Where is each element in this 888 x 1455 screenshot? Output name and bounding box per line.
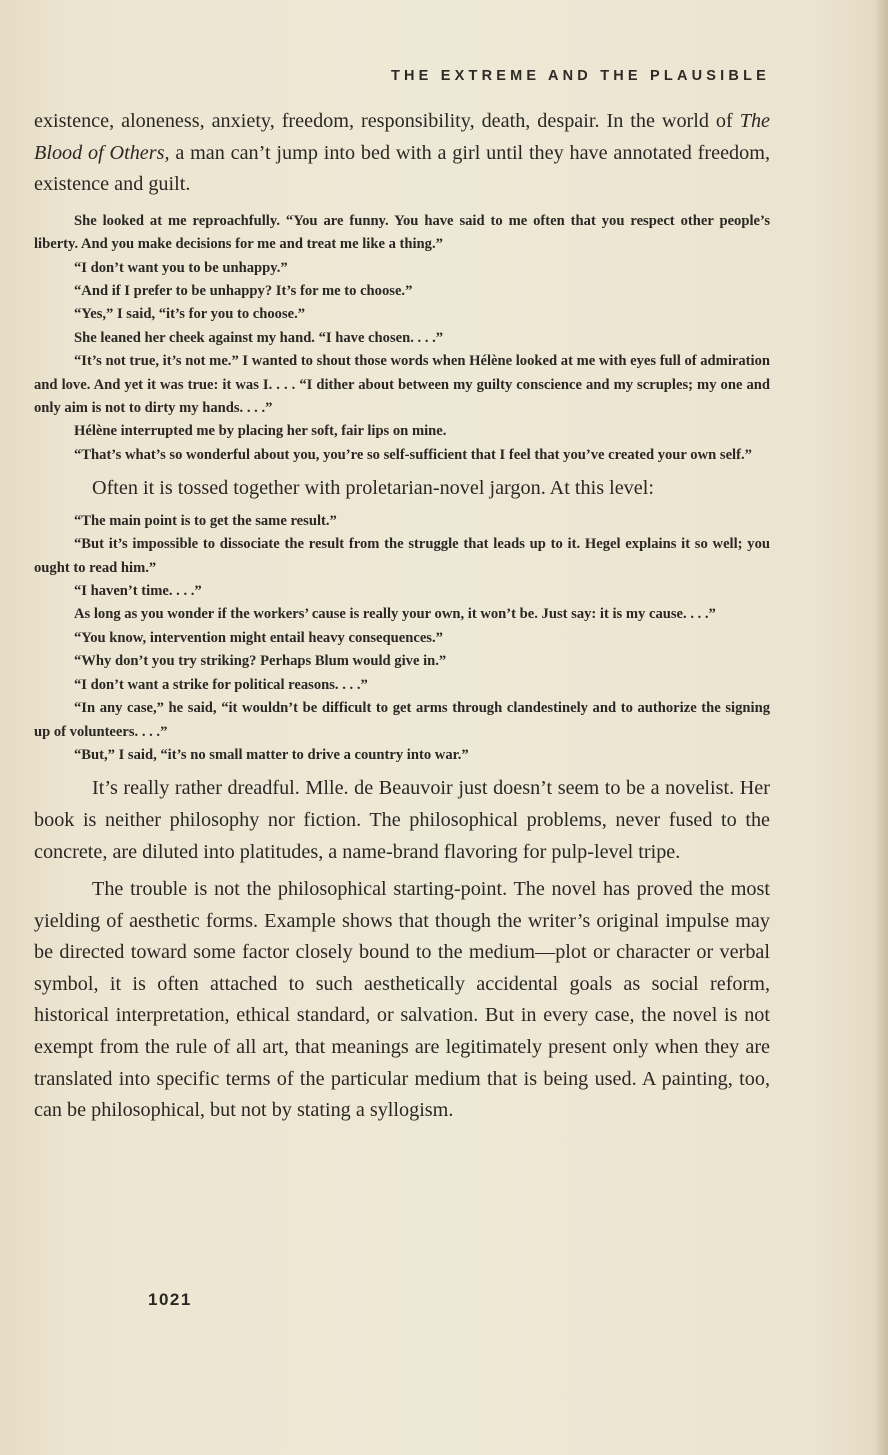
- quote-line: “Why don’t you try striking? Perhaps Blum would give in.”: [74, 653, 447, 670]
- quote-line: “That’s what’s so wonderful about you, you’re so self-sufficient that I feel that you’ve created your own self.”: [74, 446, 752, 463]
- quote-line: As long as you wonder if the workers’ cause is really your own, it won’t be. Just say: it is my cause. . . .”: [74, 606, 716, 623]
- block-quote-1: [34, 210, 770, 467]
- block-quote-2: [34, 510, 770, 767]
- paragraph-dreadful: It’s really rather dreadful. Mlle. de Beauvoir just doesn’t seem to be a novelist. Her book is neither philosophy nor fiction. The philosophical problems, never fused to the concrete, are diluted into platitudes, a name-brand flavoring for pulp-level tripe.: [34, 777, 770, 863]
- quote-line: “Yes,” I said, “it’s for you to choose.”: [74, 306, 306, 323]
- quote-line: “I don’t want a strike for political reasons. . . .”: [74, 676, 368, 693]
- quote-line: “You know, intervention might entail heavy consequences.”: [74, 629, 443, 646]
- page-edge-shadow: [874, 0, 888, 1455]
- paragraph-opening-text: existence, aloneness, anxiety, freedom, responsibility, death, despair. In the world of: [34, 110, 740, 132]
- body-text: [34, 106, 770, 1127]
- quote-line: “But it’s impossible to dissociate the result from the struggle that leads up to it. Hegel explains it so well; you ought to read him.”: [34, 536, 770, 576]
- paragraph-trouble: The trouble is not the philosophical starting-point. The novel has proved the most yielding of aesthetic forms. Example shows that though the writer’s original impulse may be directed toward some factor closely bound to the medium—plot or character or verbal symbol, it is often attached to such aesthetically accidental goals as social reform, historical interpretation, ethical standard, or salvation. But in every case, the novel is not exempt from the rule of all art, that meanings are legitimately present only when they are translated into specific terms of the particular medium that is being used. A painting, too, can be philosophical, but not by stating a syllogism.: [34, 878, 770, 1122]
- running-head: THE EXTREME AND THE PLAUSIBLE: [390, 68, 770, 84]
- quote-line: “In any case,” he said, “it wouldn’t be difficult to get arms through clandestinely and to authorize the signing up of volunteers. . . .”: [34, 700, 770, 740]
- quote-line: “But,” I said, “it’s no small matter to drive a country into war.”: [74, 746, 469, 763]
- quote-line: She looked at me reproachfully. “You are funny. You have said to me often that you respect other people’s liberty. And you make decisions for me and treat me like a thing.”: [34, 212, 770, 253]
- quote-line: “The main point is to get the same result.”: [74, 512, 337, 529]
- quote-line: “I haven’t time. . . .”: [74, 583, 202, 600]
- quote-line: “I don’t want you to be unhappy.”: [74, 259, 288, 276]
- paragraph-opening-tail: a man can’t jump into bed with a girl until they have annotated freedom, existence and guilt.: [34, 141, 770, 196]
- quote-line: Hélène interrupted me by placing her soft, fair lips on mine.: [74, 423, 447, 440]
- paragraph-proletarian: Often it is tossed together with proletarian-novel jargon. At this level:: [92, 477, 654, 500]
- quote-line: “And if I prefer to be unhappy? It’s for me to choose.”: [74, 283, 413, 299]
- quote-line: She leaned her cheek against my hand. “I have chosen. . . .”: [74, 329, 444, 346]
- page-number: 1021: [148, 1290, 192, 1309]
- quote-line: “It’s not true, it’s not me.” I wanted to shout those words when Hélène looked at me with eyes full of admiration and love. And yet it was true: it was I. . . . “I dither about between my guilty conscience and my scruples; my one and only aim is not to dirty my hands. . . .”: [34, 353, 770, 417]
- book-title: The Blood of Others,: [34, 110, 770, 164]
- paragraph-opening: [34, 106, 770, 201]
